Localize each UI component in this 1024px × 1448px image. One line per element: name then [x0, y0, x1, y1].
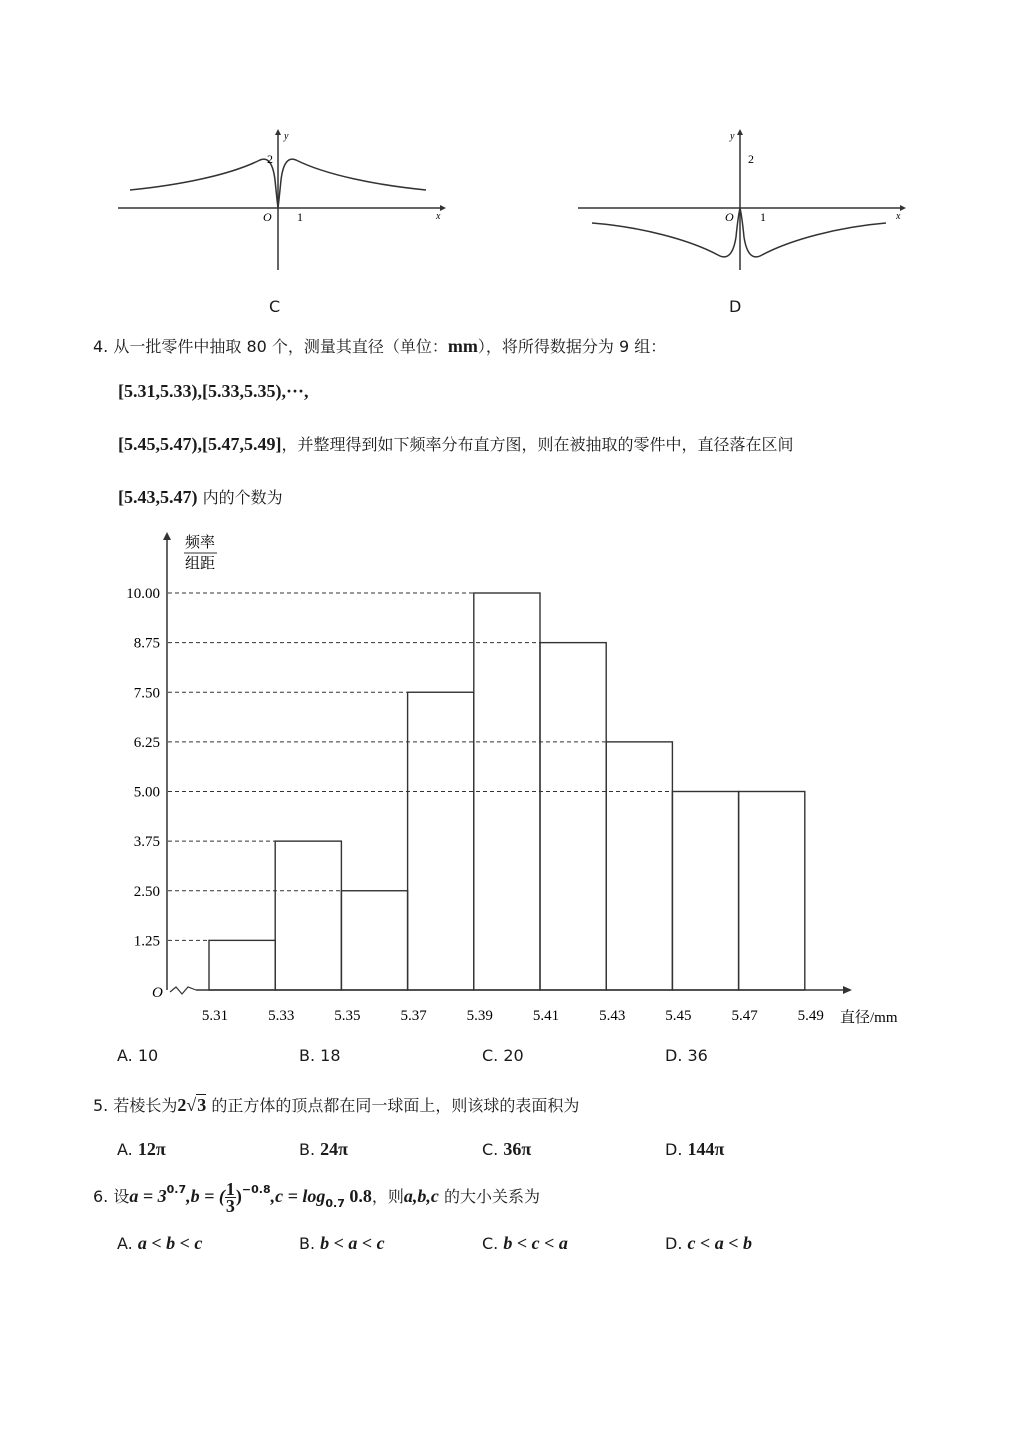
- option-text: c < a < b: [687, 1233, 753, 1253]
- q4-option-d[interactable]: [665, 1046, 708, 1065]
- histogram-x-tick-label: 5.41: [532, 1008, 560, 1024]
- question-5-text-b: 的正方体的顶点都在同一球面上，则该球的表面积为: [206, 1096, 580, 1115]
- question-4-number: 4.: [93, 337, 109, 356]
- graph-d-tick-y: 2: [748, 152, 754, 166]
- graph-c: [110, 125, 450, 275]
- graph-d-caption: D: [729, 297, 742, 316]
- option-letter: D.: [665, 1234, 683, 1253]
- q4-option-c[interactable]: [482, 1046, 524, 1065]
- q4-option-b[interactable]: [299, 1046, 341, 1065]
- question-4-line3: [118, 432, 794, 455]
- q5-option-d[interactable]: [665, 1139, 724, 1160]
- option-text: 18: [320, 1046, 341, 1065]
- option-letter: C.: [482, 1234, 499, 1253]
- question-4-line4-text: 内的个数为: [197, 488, 283, 507]
- option-letter: D.: [665, 1140, 683, 1159]
- histogram-y-tick-label: 2.50: [133, 883, 160, 900]
- question-4-line1: [93, 334, 666, 357]
- histogram-y-tick-label: 8.75: [133, 635, 160, 652]
- histogram-axis-break: [170, 987, 196, 994]
- q6-option-b[interactable]: [299, 1233, 385, 1254]
- histogram-y-tick-label: 5.00: [133, 784, 160, 801]
- histogram-x-tick-label: 5.45: [665, 1008, 692, 1024]
- histogram-bar: [672, 792, 738, 991]
- question-4-intervals-end: [5.45,5.47),[5.47,5.49]: [118, 434, 282, 454]
- option-letter: B.: [299, 1140, 316, 1159]
- histogram-x-tick-label: 5.47: [731, 1008, 758, 1024]
- option-text: 12π: [137, 1139, 166, 1159]
- histogram-ylabel-bottom: 组距: [185, 556, 216, 572]
- fraction-denominator: 3: [225, 1196, 235, 1216]
- graph-c-caption: C: [269, 297, 281, 316]
- histogram-x-tick-label: 5.35: [334, 1008, 361, 1024]
- q6-option-d[interactable]: [665, 1233, 752, 1254]
- histogram-y-arrow: [163, 532, 171, 540]
- question-4-text-b: ），将所得数据分为 9 组：: [477, 337, 667, 356]
- question-5-radicand: 3: [197, 1095, 207, 1115]
- histogram-x-tick-label: 5.31: [201, 1008, 229, 1024]
- histogram-bar: [341, 891, 407, 990]
- question-5-coef: 2: [177, 1095, 187, 1115]
- histogram-ylabel-top: 频率: [185, 535, 216, 551]
- question-6: 6. 设$a = 3^{0.7},b$ = ( $\frac{1}{3}$ )$^{-0.8},c = \log_{0.7} 0.8$，则a,b,c 的大小关系为: [93, 1179, 540, 1216]
- frequency-histogram: [110, 530, 910, 1030]
- histogram-x-tick-label: 5.33: [268, 1008, 295, 1024]
- graph-d-tick-x: 1: [760, 210, 766, 224]
- histogram-bar: [540, 643, 606, 990]
- question-5: 5. 若棱长为2√3 的正方体的顶点都在同一球面上，则该球的表面积为: [93, 1095, 580, 1115]
- histogram-origin: O: [152, 985, 163, 1001]
- histogram-xlabel: 直径/mm: [840, 1010, 898, 1026]
- graph-c-origin: O: [263, 210, 272, 224]
- option-text: 10: [137, 1046, 159, 1065]
- graph-c-x-label: x: [436, 211, 441, 222]
- option-text: a < b < c: [137, 1233, 203, 1253]
- question-6-text-c: 的大小关系为: [438, 1187, 540, 1206]
- q5-option-a[interactable]: [117, 1139, 166, 1160]
- graph-d-curve: [592, 208, 886, 257]
- option-text: 20: [503, 1046, 524, 1065]
- graph-d: [570, 125, 910, 275]
- histogram-y-tick-label: 3.75: [133, 834, 160, 851]
- histogram-bar: [209, 940, 275, 990]
- graph-d-origin: O: [725, 210, 734, 224]
- option-letter: A.: [117, 1234, 133, 1253]
- option-text: 36: [687, 1046, 708, 1065]
- q5-option-b[interactable]: [299, 1139, 348, 1160]
- histogram-y-tick-label: 6.25: [133, 734, 160, 751]
- histogram-bar: [275, 841, 341, 990]
- graph-d-y-label: y: [730, 131, 735, 142]
- option-letter: C.: [482, 1140, 499, 1159]
- question-6-b-exp: −0.8: [241, 1183, 271, 1196]
- histogram-y-tick-label: 10.00: [126, 586, 160, 602]
- question-6-vars: a,b,c: [403, 1186, 439, 1206]
- question-6-number: 6.: [93, 1187, 109, 1206]
- option-text: b < c < a: [503, 1233, 568, 1253]
- histogram-x-arrow: [843, 986, 852, 994]
- histogram-x-tick-label: 5.37: [400, 1008, 427, 1024]
- question-6-a-exp: 0.7: [166, 1183, 187, 1196]
- option-letter: D.: [665, 1046, 683, 1065]
- option-letter: B.: [299, 1046, 316, 1065]
- question-4-text-a: 从一批零件中抽取 80 个，测量其直径（单位：: [113, 337, 448, 356]
- option-text: 144π: [687, 1139, 725, 1159]
- question-4-line3-text: ，并整理得到如下频率分布直方图，则在被抽取的零件中，直径落在区间: [281, 435, 794, 454]
- question-6-b-def: ,b = (: [186, 1186, 225, 1206]
- histogram-y-tick-label: 7.50: [133, 685, 160, 702]
- option-letter: B.: [299, 1234, 316, 1253]
- histogram-x-tick-label: 5.39: [466, 1008, 493, 1024]
- graph-c-tick-x: 1: [297, 210, 303, 224]
- question-4-unit: mm: [447, 336, 478, 356]
- question-6-c-def: ,c = log: [270, 1186, 326, 1206]
- q5-option-c[interactable]: [482, 1139, 531, 1160]
- histogram-bar: [739, 792, 805, 991]
- fraction-numerator: 1: [225, 1179, 235, 1199]
- question-5-text-a: 若棱长为: [113, 1096, 178, 1115]
- q4-option-a[interactable]: [117, 1046, 158, 1065]
- question-6-a-def: a = 3: [129, 1186, 167, 1206]
- question-6-text-a: 设: [113, 1187, 130, 1206]
- graph-d-x-label: x: [896, 211, 901, 222]
- question-6-fraction: [225, 1181, 236, 1214]
- question-6-c-base: 0.7: [325, 1197, 345, 1210]
- q6-option-a[interactable]: [117, 1233, 202, 1254]
- option-letter: C.: [482, 1046, 499, 1065]
- q6-option-c[interactable]: [482, 1233, 568, 1254]
- graph-c-tick-y: 2: [267, 152, 273, 166]
- option-letter: A.: [117, 1046, 133, 1065]
- option-text: b < a < c: [320, 1233, 385, 1253]
- graph-c-y-label: y: [284, 131, 289, 142]
- histogram-x-tick-label: 5.43: [599, 1008, 626, 1024]
- question-5-number: 5.: [93, 1096, 109, 1115]
- question-4-target-interval: [5.43,5.47): [118, 487, 198, 507]
- histogram-x-tick-label: 5.49: [797, 1008, 824, 1024]
- question-6-c-arg: 0.8: [344, 1186, 372, 1206]
- histogram-bar: [408, 692, 474, 990]
- question-4-line4: [118, 485, 283, 508]
- histogram-y-tick-label: 1.25: [133, 933, 160, 950]
- question-4-intervals-line: [5.31,5.33),[5.33,5.35),···,: [118, 381, 309, 401]
- question-6-text-b: ，则: [371, 1187, 404, 1206]
- option-text: 36π: [503, 1139, 532, 1159]
- option-text: 24π: [320, 1139, 349, 1159]
- option-letter: A.: [117, 1140, 133, 1159]
- histogram-bar: [606, 742, 672, 990]
